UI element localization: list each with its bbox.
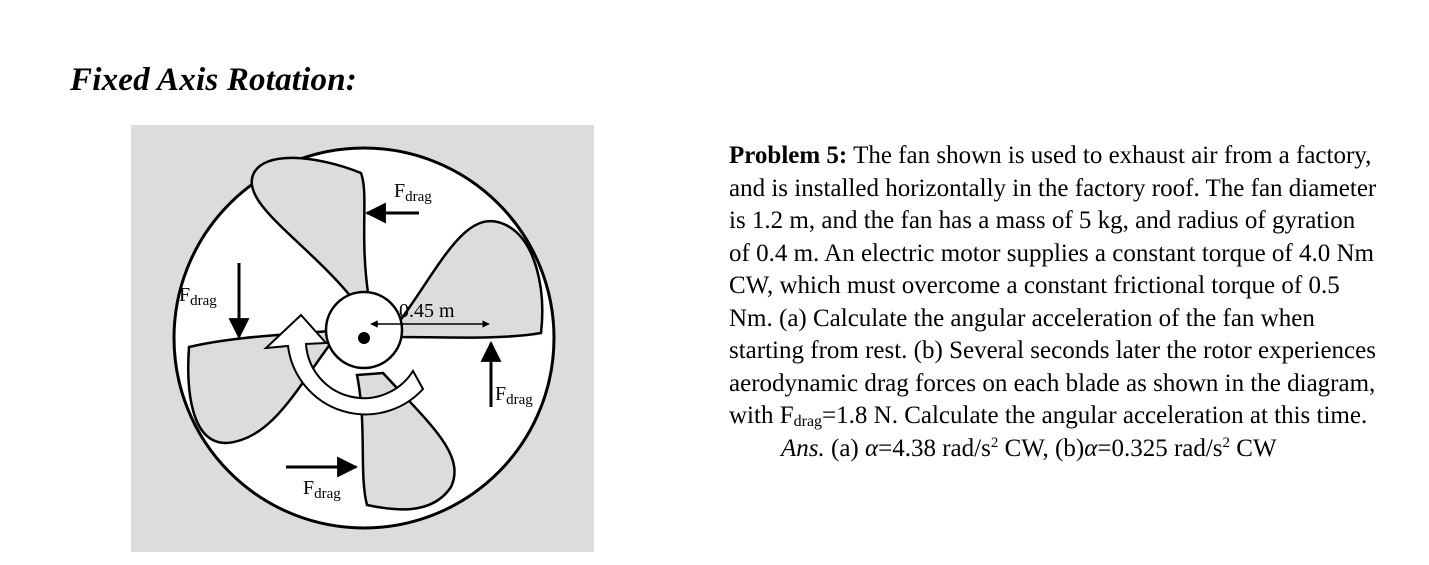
section-heading: Fixed Axis Rotation:: [70, 62, 357, 98]
fan-drawing: [131, 125, 594, 552]
alpha-symbol: α: [865, 434, 879, 462]
answer-label: Ans.: [781, 434, 825, 462]
answer-b-value: =0.325 rad/s: [1097, 434, 1223, 462]
fan-diagram: [131, 125, 594, 552]
drag-label-right: $F_{drag}$: [495, 383, 533, 408]
dimension-label: 0.45 m: [399, 300, 455, 322]
hub-center: [358, 332, 370, 344]
problem-text: [729, 140, 1379, 433]
drag-subscript: drag: [793, 413, 823, 430]
drag-label-top: $F_{drag}$: [394, 180, 432, 205]
drag-label-left: $F_{drag}$: [179, 284, 217, 309]
answer-a-value: =4.38 rad/s: [878, 434, 991, 462]
alpha-symbol: α: [1084, 434, 1098, 462]
problem-label: Problem 5:: [729, 142, 848, 169]
answer-line: Ans. (a) α=4.38 rad/$s^2$ CW, (b)α=0.325 rad/$s^2$ CW: [781, 434, 1277, 462]
problem-statement: [729, 140, 1379, 465]
fan-hub: [326, 292, 402, 368]
problem-body-start: The fan shown is used to exhaust air from a factory, and is installed horizontally in the factory roof. The fan diameter is 1.2 m, and the fan has a mass of 5 kg, and radius of gyration of 0.4 m. An electric motor supplies a constant torque of 4.0 Nm CW, which must overcome a constant frictional torque of 0.5 Nm. (a) Calculate the angular acceleration of the fan when starting from rest. (b) Several seconds later the rotor experiences aerodynamic drag forces on each blade as shown in the diagram, with F: [729, 142, 1377, 429]
drag-label-bottom: $F_{drag}$: [303, 477, 341, 502]
problem-body-end: =1.8 N. Calculate the angular acceleration at this time.: [822, 402, 1368, 429]
